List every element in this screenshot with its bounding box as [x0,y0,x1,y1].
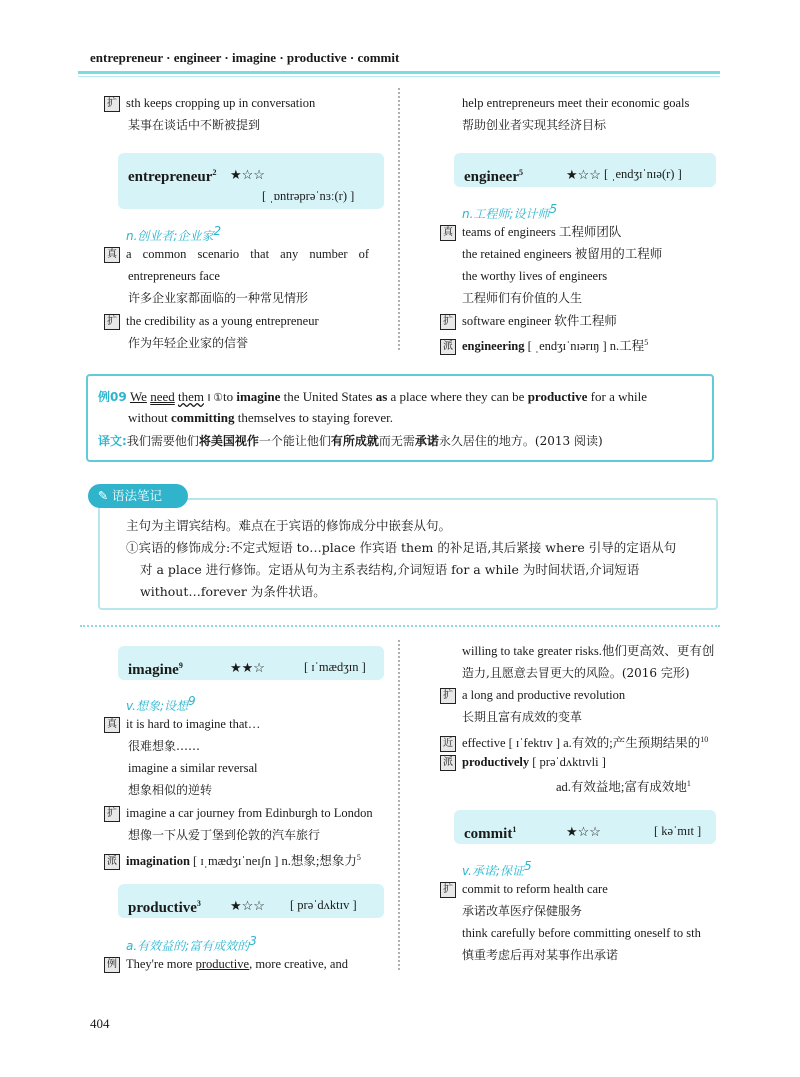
entry-productive [118,884,384,918]
header-rule [78,71,720,74]
phonetic: [ ˌɒntrəprəˈnɜː(r) ] [262,189,355,203]
zhen-item: the worthy lives of engineers [462,269,608,283]
ext-tag: 扩 [440,314,456,330]
ext-item: think carefully before committing oneself to sth [462,926,701,940]
ext-tag: 扩 [440,688,456,704]
ext2-zh: 作为年轻企业家的信誉 [128,336,249,350]
continued-en: help entrepreneurs meet their economic goals [462,96,690,110]
extension-row-2: 扩 commit to reform health care [440,878,608,900]
pos-line: a.有效益的;富有成效的3 [126,934,257,954]
zhen-en2: entrepreneurs face [128,269,220,283]
extension-row [104,92,315,114]
frequency-stars: ★☆☆ [566,167,601,182]
headword: entrepreneur$^2$ [128,168,217,185]
example-line-1: 例09 We need them ‖ ①to imagine the United States as a place where they can be productive for a while [98,389,647,404]
zhen-tag: 真 [104,717,120,733]
continued-line-1: willing to take greater risks.他们更高效、更有创 [462,644,715,658]
ext-en: sth keeps cropping up in conversation [126,96,316,110]
example-line-2: without committing themselves to staying forever. [128,410,394,425]
zhen-item: imagine a similar reversal [128,761,258,775]
zhen-tag: 真 [104,247,120,263]
pos-line: n.工程师;设计师5 [462,202,558,222]
synonym-row: 近 effective [ ɪˈfektɪv ] a.有效的;产生预期结果的$^{10}$ [440,729,708,754]
zhen-item: 工程师们有价值的人生 [462,291,583,305]
jin-tag: 近 [440,736,456,752]
ext-tag: 扩 [104,314,120,330]
section-divider [80,625,720,627]
header-rule-thin [78,76,720,77]
running-header: entrepreneur · engineer · imagine · productive · commit [90,50,400,65]
entry-engineer [454,153,716,187]
frequency-stars: ★☆☆ [230,898,265,913]
frequency-stars: ★☆☆ [230,167,265,182]
zhen-row: 真 it is hard to imagine that… [104,713,260,735]
derivative-def: ad.有效益地;富有成效地$^1$ [556,779,691,795]
ext-tag: 扩 [104,806,120,822]
zhen-item: 想象相似的逆转 [128,783,213,797]
pos-line: n.创业者;企业家2 [126,224,222,244]
extension-row-2: 扩 the credibility as a young entrepreneur [104,310,319,332]
grammar-p3: 对 a place 进行修饰。定语从句为主系表结构,介词短语 for a while 为时间状语,介词短语 [140,562,640,577]
translation-label: 译文 [98,434,123,448]
pai-tag: 派 [440,755,456,771]
extension-row: 扩 imagine a car journey from Edinburgh to London [104,802,373,824]
example-row: 例 They're more productive, more creative, and [104,953,386,975]
zhen-zh: 许多企业家都面临的一种常见情形 [128,291,309,305]
phonetic: [ ɪˈmædʒɪn ] [304,660,366,674]
grammar-p4: without…forever 为条件状语。 [140,584,326,599]
continued-line-2: 造力,且愿意去冒更大的风险。(2016 完形) [462,666,690,680]
headword: productive$^3$ [128,899,201,916]
headword: engineer$^5$ [464,168,523,185]
entry-commit [454,810,716,844]
pos-line: v.承诺;保证5 [462,859,532,879]
grammar-note-box [98,498,718,610]
zhen-item: 很难想象…… [128,739,201,753]
extension-row: 扩 software engineer 软件工程师 [440,310,617,332]
column-divider-bottom [398,640,406,970]
entry-entrepreneur [118,153,384,209]
ext-tag: 扩 [104,96,120,112]
headword: imagine$^9$ [128,661,183,678]
zhen-item: the retained engineers 被留用的工程师 [462,247,663,261]
example-label: 例09 [98,390,127,404]
zhen-tag: 真 [440,225,456,241]
frequency-stars: ★☆☆ [566,824,601,839]
ext-item: 承诺改革医疗保健服务 [462,904,583,918]
phonetic: [ kəˈmɪt ] [654,824,702,838]
headword: commit$^1$ [464,825,517,842]
extension-row: 扩 a long and productive revolution [440,684,625,706]
derivative-row: 派 imagination [ ɪˌmædʒɪˈneɪʃn ] n.想象;想象力$^5$ [104,847,361,872]
entry-imagine [118,646,384,680]
frequency-stars: ★★☆ [230,660,265,675]
li-tag: 例 [104,957,120,973]
pai-tag: 派 [104,854,120,870]
phonetic: [ ˌendʒɪˈnɪə(r) ] [604,167,682,181]
grammar-note-label: ✎ 语法笔记 [88,484,188,508]
translation-line: 译文:我们需要他们将美国视作一个能让他们有所成就而无需承诺永久居住的地方。(2013 阅读) [98,434,603,448]
continued-zh: 帮助创业者实现其经济目标 [462,118,607,132]
derivative-row: 派 engineering [ ˌendʒɪˈnɪərɪŋ ] n.工程$^5$ [440,332,648,357]
ext-zh: 某事在谈话中不断被提到 [128,118,261,132]
grammar-p2: ①宾语的修饰成分:不定式短语 to…place 作宾语 them 的补足语,其后紧接 where 引导的定语从句 [126,540,677,555]
ext-item: 慎重考虑后再对某事作出承诺 [462,948,619,962]
ext-zh: 想像一下从爱丁堡到伦敦的汽车旅行 [128,828,321,842]
column-divider-top [398,88,406,350]
page-number: 404 [90,1016,110,1031]
ext-tag: 扩 [440,882,456,898]
zhen-row: 真 a common scenario that any number of [104,243,384,265]
zhen-row: 真 teams of engineers 工程师团队 [440,221,621,243]
quill-icon: ✎ [97,488,109,503]
ext-zh: 长期且富有成效的变革 [462,710,583,724]
grammar-p1: 主句为主谓宾结构。难点在于宾语的修饰成分中嵌套从句。 [126,518,452,533]
derivative-row: 派 productively [ prəˈdʌktɪvli ] [440,751,606,773]
pai-tag: 派 [440,339,456,355]
phonetic: [ prəˈdʌktɪv ] [290,898,357,912]
example-box [86,374,714,462]
pos-line: v.想象;设想9 [126,694,196,714]
